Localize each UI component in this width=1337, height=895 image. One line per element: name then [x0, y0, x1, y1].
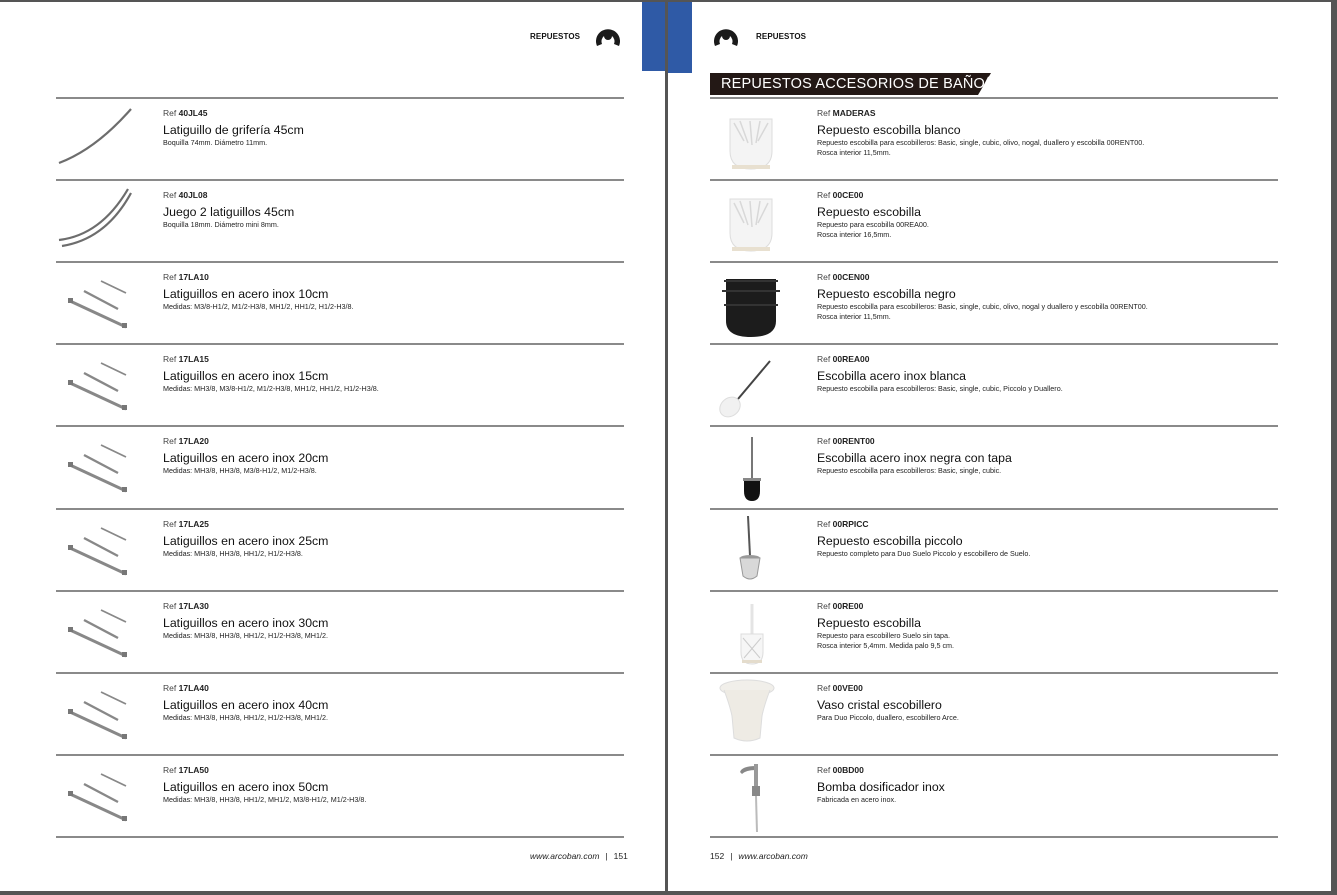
product-item	[710, 590, 1278, 672]
ref-prefix: Ref	[817, 354, 831, 364]
ref-code: 00RPICC	[832, 519, 869, 529]
product-name: Vaso cristal escobillero	[817, 698, 942, 712]
product-description: Medidas: MH3/8, HH3/8, HH1/2, H1/2-H3/8.	[163, 549, 303, 558]
ref-prefix: Ref	[817, 108, 831, 118]
product-item	[710, 508, 1278, 590]
product-description: Para Duo Piccolo, duallero, escobillero Arce.	[817, 713, 959, 722]
product-name: Latiguillos en acero inox 20cm	[163, 451, 329, 465]
product-description: Boquilla 18mm. Diámetro mini 8mm.	[163, 220, 279, 229]
steel-hoses-icon	[56, 594, 146, 668]
catalog-page-151	[0, 2, 665, 891]
product-item	[56, 97, 624, 179]
ref-prefix: Ref	[163, 354, 177, 364]
steel-hoses-icon	[56, 758, 146, 832]
product-name: Repuesto escobilla	[817, 616, 921, 630]
black-toilet-brush-icon	[710, 429, 800, 503]
ref-prefix: Ref	[817, 436, 831, 446]
ref-code: 17LA15	[178, 354, 209, 364]
ref-prefix: Ref	[817, 683, 831, 693]
ref-prefix: Ref	[817, 272, 831, 282]
product-description: Repuesto completo para Duo Suelo Piccolo y escobillero de Suelo.	[817, 549, 1031, 558]
ref-code: 40JL08	[178, 190, 208, 200]
double-flexible-hose-icon	[56, 183, 146, 257]
product-item	[56, 425, 624, 507]
product-ref	[163, 354, 379, 365]
product-item	[56, 261, 624, 343]
glass-cup-icon	[710, 676, 800, 750]
page-footer	[710, 851, 808, 861]
product-description: Medidas: MH3/8, HH3/8, HH1/2, MH1/2, M3/8-H1/2, M1/2-H3/8.	[163, 795, 367, 804]
white-brush-head-icon	[710, 183, 800, 257]
product-ref	[817, 765, 945, 776]
product-ref	[163, 272, 354, 283]
product-description: Fabricada en acero inox.	[817, 795, 897, 804]
product-item	[56, 672, 624, 754]
ref-prefix: Ref	[163, 272, 177, 282]
page-number: 152	[710, 851, 725, 861]
product-ref	[163, 765, 366, 776]
white-toilet-brush-icon	[710, 347, 800, 421]
product-item	[56, 508, 624, 590]
product-description: Rosca interior 16,5mm.	[817, 230, 892, 239]
product-name: Latiguillos en acero inox 40cm	[163, 698, 329, 712]
section-tab-marker	[668, 2, 692, 73]
product-ref	[163, 683, 328, 694]
product-item	[710, 754, 1278, 836]
product-name: Latiguillos en acero inox 10cm	[163, 287, 329, 301]
ref-code: 00RENT00	[832, 436, 875, 446]
product-item	[56, 590, 624, 672]
steel-hoses-icon	[56, 347, 146, 421]
white-brush-head-icon	[710, 101, 800, 175]
page-footer	[530, 851, 628, 861]
product-name: Escobilla acero inox negra con tapa	[817, 451, 1012, 465]
product-description: Repuesto escobilla para escobilleros: Basic, single, cubic, olivo, nogal, duallero y escobilla 00RENT00.	[817, 138, 1145, 147]
product-description: Rosca interior 11,5mm.	[817, 148, 891, 157]
product-description: Medidas: MH3/8, HH3/8, HH1/2, H1/2-H3/8, MH1/2.	[163, 631, 328, 640]
page-number: 151	[613, 851, 628, 861]
product-item	[56, 343, 624, 425]
list-divider	[710, 836, 1278, 838]
clear-brush-icon	[710, 594, 800, 668]
ref-code: 00BD00	[832, 765, 864, 775]
steel-hoses-icon	[56, 512, 146, 586]
product-description: Repuesto escobilla para escobilleros: Basic, single, cubic, Piccolo y Duallero.	[817, 384, 1063, 393]
product-item	[710, 672, 1278, 754]
viewer-scrollbar[interactable]	[1331, 0, 1337, 895]
product-name: Latiguillos en acero inox 30cm	[163, 616, 329, 630]
footer-separator: |	[605, 851, 608, 861]
product-description: Rosca interior 11,5mm.	[817, 312, 891, 321]
product-name: Juego 2 latiguillos 45cm	[163, 205, 295, 219]
ref-code: 17LA30	[178, 601, 209, 611]
black-brush-head-icon	[710, 265, 800, 339]
steel-hoses-icon	[56, 429, 146, 503]
ref-prefix: Ref	[163, 601, 177, 611]
product-item	[56, 754, 624, 836]
product-description: Rosca interior 5,4mm. Medida palo 9,5 cm.	[817, 641, 955, 650]
steel-hoses-icon	[56, 676, 146, 750]
ref-code: 00RE00	[832, 601, 864, 611]
website-link[interactable]: www.arcoban.com	[530, 851, 600, 861]
ref-code: 00REA00	[832, 354, 870, 364]
product-name: Repuesto escobilla negro	[817, 287, 956, 301]
ref-code: 17LA25	[178, 519, 209, 529]
website-link[interactable]: www.arcoban.com	[738, 851, 808, 861]
ref-prefix: Ref	[163, 108, 177, 118]
product-name: Latiguillos en acero inox 50cm	[163, 780, 329, 794]
viewer-frame-bottom	[0, 891, 1337, 895]
ref-prefix: Ref	[163, 519, 177, 529]
product-item	[710, 343, 1278, 425]
ref-code: 00VE00	[832, 683, 863, 693]
product-name: Latiguillos en acero inox 15cm	[163, 369, 329, 383]
product-ref	[817, 436, 1012, 447]
section-title: REPUESTOS ACCESORIOS DE BAÑO	[721, 76, 985, 92]
product-description: Medidas: MH3/8, HH3/8, HH1/2, H1/2-H3/8, MH1/2.	[163, 713, 328, 722]
product-item	[710, 261, 1278, 343]
footer-separator: |	[730, 851, 733, 861]
product-description: Medidas: MH3/8, HH3/8, M3/8-H1/2, M1/2-H3/8.	[163, 466, 317, 475]
product-name: Escobilla acero inox blanca	[817, 369, 967, 383]
product-ref	[817, 519, 1030, 530]
ref-prefix: Ref	[163, 436, 177, 446]
ref-prefix: Ref	[817, 765, 831, 775]
catalog-page-152	[668, 2, 1331, 891]
ref-code: 00CE00	[832, 190, 864, 200]
product-name: Repuesto escobilla	[817, 205, 921, 219]
ref-prefix: Ref	[817, 519, 831, 529]
product-ref	[817, 108, 1144, 119]
page-header-label: REPUESTOS	[530, 32, 581, 41]
product-description: Repuesto para escobilla 00REA00.	[817, 220, 929, 229]
product-ref	[163, 436, 328, 447]
ref-code: 17LA40	[178, 683, 209, 693]
product-ref	[163, 108, 304, 119]
product-ref	[163, 601, 328, 612]
section-title-banner	[710, 73, 991, 95]
piccolo-brush-icon	[710, 512, 800, 586]
product-ref	[163, 519, 328, 530]
product-description: Repuesto escobilla para escobilleros: Basic, single, cubic.	[817, 466, 1002, 475]
product-ref	[817, 683, 959, 694]
ref-code: 17LA50	[178, 765, 209, 775]
product-name: Repuesto escobilla blanco	[817, 123, 961, 137]
ref-code: 00CEN00	[832, 272, 870, 282]
ref-code: 40JL45	[178, 108, 208, 118]
ref-prefix: Ref	[163, 765, 177, 775]
flexible-hose-icon	[56, 101, 146, 175]
ref-code: MADERAS	[832, 108, 876, 118]
ref-prefix: Ref	[817, 190, 831, 200]
product-item	[56, 179, 624, 261]
section-tab-marker	[642, 2, 665, 71]
product-item	[710, 97, 1278, 179]
arcoban-logo-icon	[712, 24, 740, 50]
product-item	[710, 179, 1278, 261]
steel-hoses-icon	[56, 265, 146, 339]
product-name: Bomba dosificador inox	[817, 780, 945, 794]
product-name: Latiguillo de grifería 45cm	[163, 123, 304, 137]
ref-prefix: Ref	[163, 190, 177, 200]
product-ref	[817, 272, 1148, 283]
ref-prefix: Ref	[817, 601, 831, 611]
list-divider	[56, 836, 624, 838]
product-name: Latiguillos en acero inox 25cm	[163, 534, 329, 548]
product-description: Medidas: M3/8-H1/2, M1/2-H3/8, MH1/2, HH1/2, H1/2-H3/8.	[163, 302, 354, 311]
ref-code: 17LA20	[178, 436, 209, 446]
soap-pump-icon	[710, 758, 800, 832]
page-header-label: REPUESTOS	[756, 32, 807, 41]
product-ref	[817, 354, 1063, 365]
product-name: Repuesto escobilla piccolo	[817, 534, 963, 548]
product-description: Repuesto para escobillero Suelo sin tapa.	[817, 631, 951, 640]
ref-code: 17LA10	[178, 272, 209, 282]
product-description: Repuesto escobilla para escobilleros: Basic, single, cubic, olivo, nogal y duallero y escobilla 00RENT00.	[817, 302, 1148, 311]
product-ref	[163, 190, 294, 201]
product-item	[710, 425, 1278, 507]
product-description: Medidas: MH3/8, M3/8-H1/2, M1/2-H3/8, MH1/2, HH1/2, H1/2-H3/8.	[163, 384, 379, 393]
arcoban-logo-icon	[594, 24, 622, 50]
product-description: Boquilla 74mm. Diámetro 11mm.	[163, 138, 268, 147]
product-ref	[817, 601, 954, 612]
ref-prefix: Ref	[163, 683, 177, 693]
product-ref	[817, 190, 929, 201]
